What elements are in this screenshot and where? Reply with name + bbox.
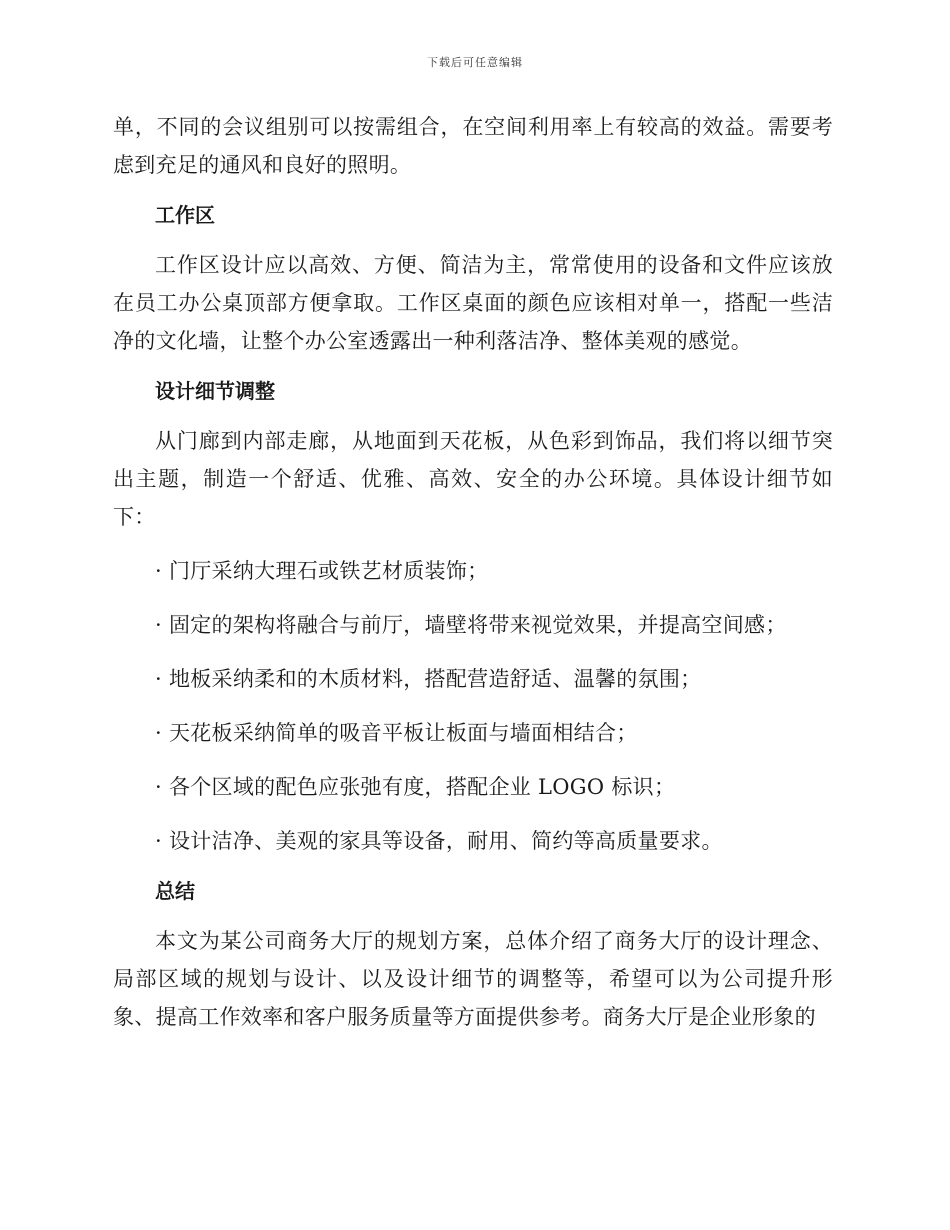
heading-work-area: 工作区 bbox=[155, 203, 215, 227]
bullet-item: · 各个区域的配色应张弛有度，搭配企业 LOGO 标识； bbox=[155, 775, 676, 799]
heading-design-details: 设计细节调整 bbox=[155, 379, 275, 403]
bullet-item: · 设计洁净、美观的家具等设备，耐用、简约等高质量要求。 bbox=[155, 829, 723, 853]
page-header: 下载后可任意编辑 bbox=[427, 56, 523, 69]
summary-paragraph: 本文为某公司商务大厅的规划方案，总体介绍了商务大厅的设计理念、局部区域的规划与设计、以及设计细节的调整等，希望可以为公司提升形象、提高工作效率和客户服务质量等方面提供参考。商务大厅是企业形象的 bbox=[113, 929, 833, 1029]
heading-summary: 总结 bbox=[155, 879, 195, 903]
bullet-item: · 固定的架构将融合与前厅，墙壁将带来视觉效果，并提高空间感； bbox=[155, 613, 787, 637]
work-area-paragraph: 工作区设计应以高效、方便、简洁为主，常常使用的设备和文件应该放在员工办公桌顶部方便拿取。工作区桌面的颜色应该相对单一，搭配一些洁净的文化墙，让整个办公室透露出一种利落洁净、整体美观的感觉。 bbox=[113, 253, 833, 353]
design-details-paragraph: 从门廊到内部走廊，从地面到天花板，从色彩到饰品，我们将以细节突出主题，制造一个舒适、优雅、高效、安全的办公环境。具体设计细节如下： bbox=[113, 429, 833, 529]
document-body bbox=[113, 108, 833, 1036]
bullet-item: · 天花板采纳简单的吸音平板让板面与墙面相结合； bbox=[155, 721, 638, 745]
bullet-item: · 门厅采纳大理石或铁艺材质装饰； bbox=[155, 559, 489, 583]
intro-paragraph: 单，不同的会议组别可以按需组合，在空间利用率上有较高的效益。需要考虑到充足的通风和良好的照明。 bbox=[113, 115, 833, 177]
bullet-item: · 地板采纳柔和的木质材料，搭配营造舒适、温馨的氛围； bbox=[155, 667, 702, 691]
